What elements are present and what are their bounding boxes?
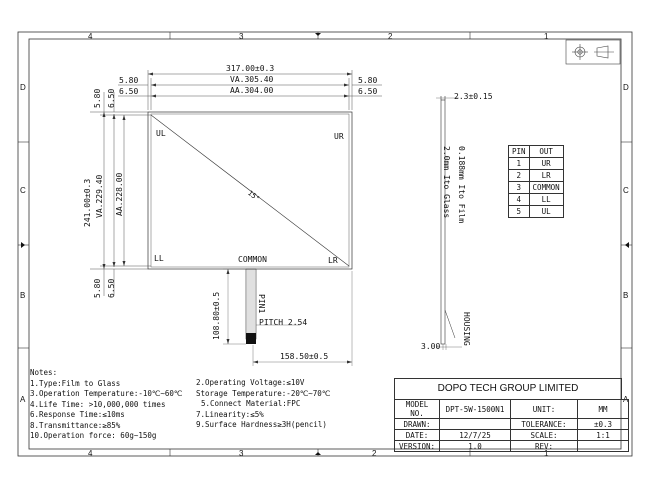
zone-label-bottom-4: 4: [88, 449, 93, 458]
rev-value: [578, 441, 629, 452]
note-film: 0.188mm Ito Film: [457, 146, 466, 224]
fpc-stiffener: [246, 333, 256, 344]
pin-output: COMMON: [529, 182, 563, 194]
corner-lr: LR: [328, 256, 338, 265]
corner-common: COMMON: [238, 255, 267, 264]
unit-value: MM: [578, 400, 629, 419]
pin-number: 3: [509, 182, 530, 194]
dim-margin-right-inner: 6.50: [358, 87, 378, 96]
tolerance-label: TOLERANCE:: [511, 419, 578, 430]
dim-va-height: VA.229.40: [95, 174, 104, 218]
note-right-4: 7.Linearity:≤5%: [196, 409, 264, 419]
date-value: 12/7/25: [440, 430, 511, 441]
zone-label-left-c: C: [20, 186, 26, 195]
table-row: [509, 182, 564, 194]
zone-label-bottom-2: 2: [372, 449, 377, 458]
center-marker-bottom: [315, 452, 321, 455]
zone-label-top-4: 4: [88, 32, 93, 41]
dim-aa-width: AA.304.00: [230, 86, 274, 95]
pin-number: 4: [509, 194, 530, 206]
company-name: DOPO TECH GROUP LIMITED: [394, 378, 622, 399]
housing-tail: [445, 310, 455, 338]
dim-overall-height: 241.00±0.3: [83, 178, 92, 227]
table-row: [395, 430, 629, 441]
note-right-3: 5.Connect Material:FPC: [201, 399, 301, 408]
corner-ul: UL: [156, 129, 166, 138]
dim-margin-bottom-inner: 6.50: [107, 278, 116, 298]
dim-margin-top-outer: 5.80: [93, 88, 102, 108]
dim-thickness: 2.3±0.15: [454, 92, 493, 101]
note-left-2: 3.Operation Temperature:-10℃~60℃: [30, 389, 183, 398]
dim-margin-bottom-outer: 5.80: [93, 278, 102, 298]
table-row: [395, 441, 629, 452]
dim-pitch: PITCH 2.54: [259, 318, 308, 327]
zone-label-left-a: A: [20, 395, 26, 404]
zone-label-right-b: B: [623, 291, 629, 300]
label-housing: HOUSING: [462, 312, 471, 346]
dim-margin-left-outer: 5.80: [119, 76, 139, 85]
table-row: [509, 194, 564, 206]
zone-label-right-c: C: [623, 186, 629, 195]
dim-margin-right-outer: 5.80: [358, 76, 378, 85]
note-left-3: 4.Life Time: >10,000,000 times: [30, 399, 166, 409]
dim-housing: 3.00: [421, 342, 441, 351]
notes-block: [30, 368, 182, 442]
zone-label-top-2: 2: [388, 32, 393, 41]
side-view-glass: [441, 100, 445, 344]
zone-label-left-b: B: [20, 291, 26, 300]
note-right-5: 9.Surface Hardness≥3H(pencil): [196, 420, 327, 429]
notes-title: Notes:: [30, 368, 58, 377]
date-label: DATE:: [395, 430, 440, 441]
dim-overall-width: 317.00±0.3: [226, 64, 275, 73]
scale-value: 1:1: [578, 430, 629, 441]
note-right-1: 2.Operating Voltage:≤10V: [196, 378, 305, 387]
dim-margin-top-inner: 6.50: [107, 88, 116, 108]
table-row: [509, 170, 564, 182]
dim-pin-spacing: 108.80±0.5: [212, 291, 221, 340]
pin-output: UR: [529, 158, 563, 170]
version-label: VERSION:: [395, 441, 440, 452]
pin-number: 1: [509, 158, 530, 170]
zone-label-bottom-1: 1: [544, 449, 549, 458]
unit-label: UNIT:: [511, 400, 578, 419]
pin-table-header: [509, 146, 564, 158]
fpc-tail: [246, 269, 256, 339]
pin-output: UL: [529, 206, 563, 218]
corner-ur: UR: [334, 132, 344, 141]
center-marker-right: [625, 242, 629, 248]
pin-output: LL: [529, 194, 563, 206]
scale-label: SCALE:: [511, 430, 578, 441]
table-row: [395, 419, 629, 430]
zone-label-top-3: 3: [239, 32, 244, 41]
zone-label-bottom-3: 3: [239, 449, 244, 458]
corner-ll: LL: [154, 254, 164, 263]
note-left-4: 6.Response Time:≤10ms: [30, 410, 125, 419]
note-left-6: 10.Operation force: 60g~150g: [30, 431, 157, 440]
dim-aa-height: AA.228.00: [115, 172, 124, 216]
pin-table: [508, 145, 564, 218]
dim-angle: 15°: [246, 189, 262, 204]
rev-label: REV:: [511, 441, 578, 452]
dim-va-width: VA.305.40: [230, 75, 274, 84]
table-row: [509, 158, 564, 170]
dim-margin-left-inner: 6.50: [119, 87, 139, 96]
note-right-2: Storage Temperature:-20℃~70℃: [196, 388, 331, 398]
title-block-table: [394, 399, 629, 452]
note-left-1: 1.Type:Film to Glass: [30, 378, 121, 388]
note-left-5: 8.Transmittance:≥85%: [30, 420, 121, 430]
drawn-value: [440, 419, 511, 430]
zone-label-left-d: D: [20, 83, 26, 92]
pin-header-out: OUT: [529, 146, 563, 158]
pin-number: 5: [509, 206, 530, 218]
note-glass: 2.0mm Ito Glass: [442, 146, 451, 219]
label-pin1: PIN1: [257, 294, 266, 314]
pin-number: 2: [509, 170, 530, 182]
table-row: [395, 400, 629, 419]
center-marker-top: [315, 33, 321, 36]
zone-label-top-1: 1: [544, 32, 549, 41]
model-label: MODEL NO.: [395, 400, 440, 419]
notes-right-block: [196, 378, 330, 431]
version-value: 1.0: [440, 441, 511, 452]
zone-label-right-a: A: [623, 395, 629, 404]
projection-symbol-icon: [566, 40, 620, 64]
model-value: DPT-5W-1500N1: [440, 400, 511, 419]
zone-label-right-d: D: [623, 83, 629, 92]
pin-header-pin: PIN: [509, 146, 530, 158]
table-row: [509, 206, 564, 218]
center-marker-left: [21, 242, 25, 248]
tolerance-value: ±0.3: [578, 419, 629, 430]
dim-tail-offset: 158.50±0.5: [280, 352, 329, 361]
pin-output: LR: [529, 170, 563, 182]
drawn-label: DRAWN:: [395, 419, 440, 430]
